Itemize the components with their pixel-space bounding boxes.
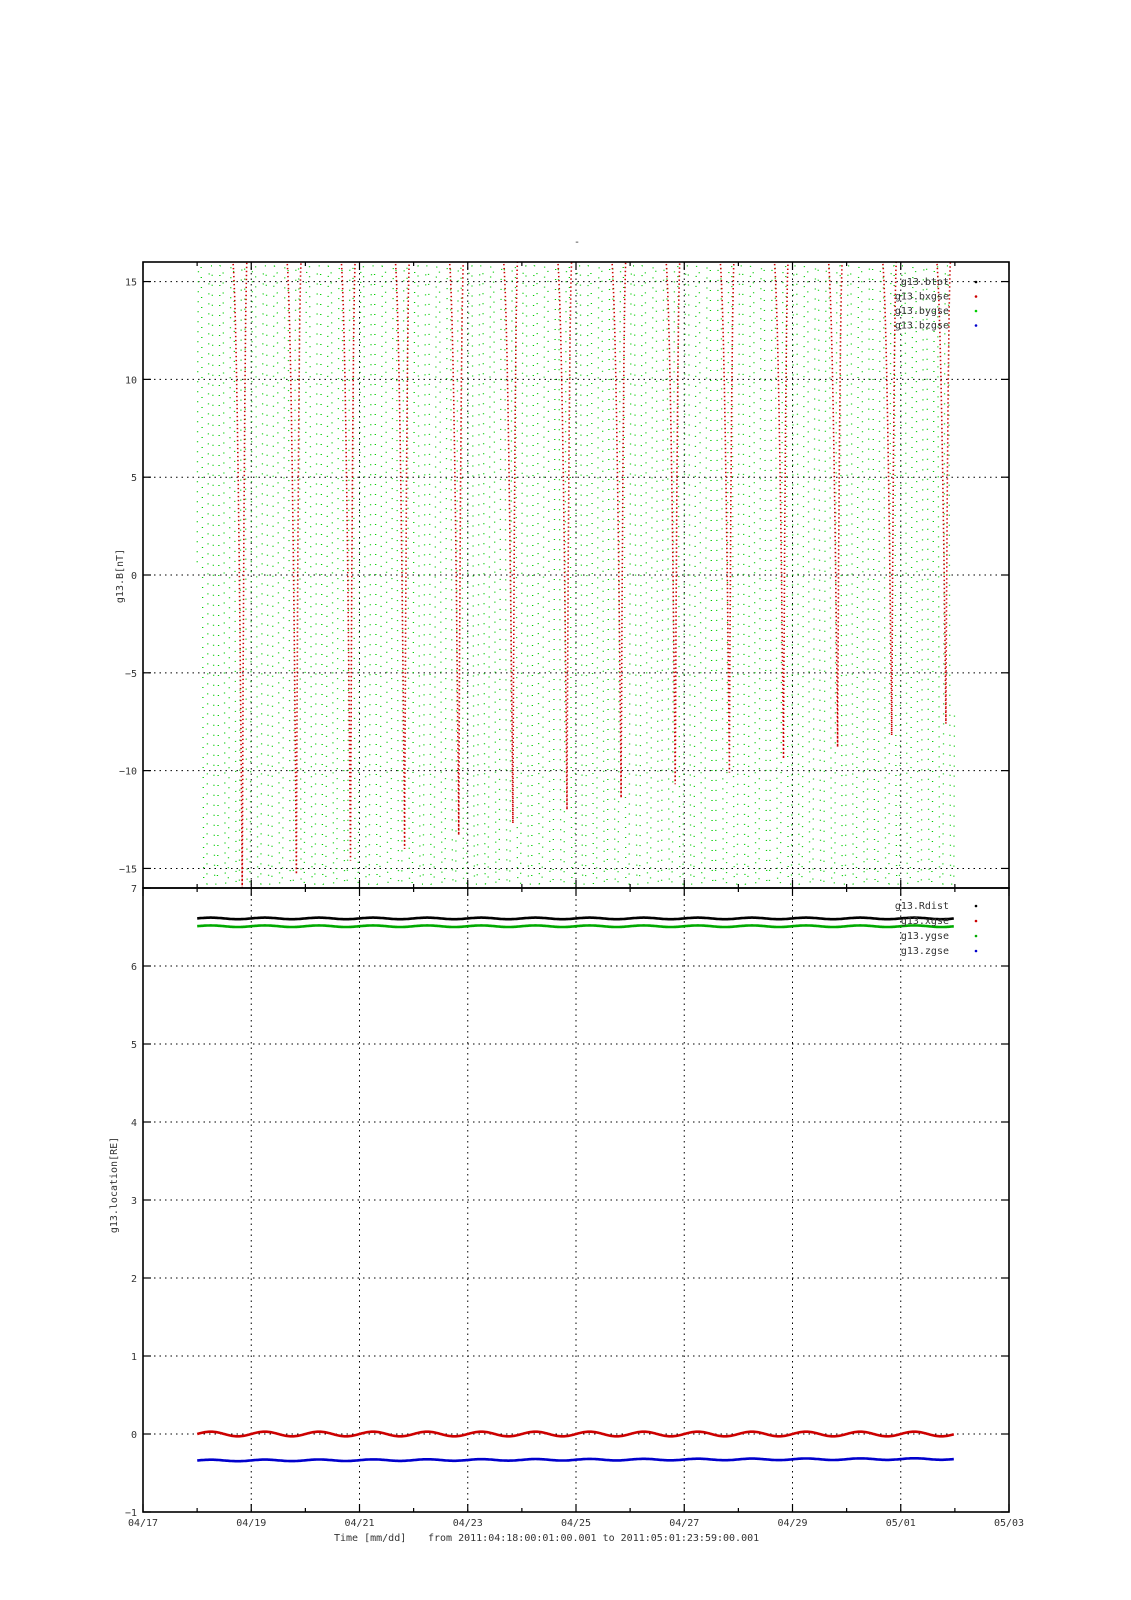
y-tick-label: 0	[130, 1430, 137, 1441]
legend-marker	[975, 920, 978, 923]
legend-marker	[975, 281, 978, 284]
x-tick-label: 04/17	[127, 1518, 159, 1529]
legend-label: g13.ygse	[900, 931, 949, 942]
x-tick-label: 04/29	[777, 1518, 808, 1529]
series-g13-Rdist	[197, 918, 954, 920]
legend-marker	[975, 950, 978, 953]
y-tick-label: 6	[130, 962, 137, 973]
y-tick-label: 10	[124, 375, 137, 387]
x-tick-label: 04/21	[344, 1518, 375, 1529]
legend-label: g13.xgse	[900, 916, 949, 927]
y-tick-label: 4	[130, 1118, 137, 1129]
y-tick-label: −1	[124, 1508, 137, 1519]
time-range-text: from 2011:04:18:00:01:00.001 to 2011:05:01:23:59:00.001	[428, 1533, 760, 1544]
y-tick-label: 1	[130, 1352, 137, 1363]
legend-label: g13.btot	[900, 277, 949, 288]
x-tick-label: 04/25	[560, 1518, 592, 1529]
legend-label: g13.zgse	[900, 946, 949, 957]
top-panel-grid	[143, 262, 1009, 888]
y-tick-label: 7	[130, 884, 137, 895]
y-tick-label: −5	[124, 668, 137, 680]
series-g13-zgse	[197, 1458, 954, 1461]
legend-label: g13.bygse	[894, 306, 949, 317]
y-tick-label: −15	[118, 864, 137, 876]
legend-label: g13.bzgse	[894, 320, 949, 332]
x-tick-label: 04/23	[452, 1518, 483, 1529]
series-bxgse-dip	[394, 252, 410, 849]
legend-marker	[975, 905, 978, 908]
y-tick-label: 3	[130, 1196, 137, 1207]
y-tick-label: 5	[130, 473, 137, 485]
bottom-panel-grid	[143, 888, 1009, 1512]
series-bxgse-dip	[286, 252, 302, 874]
y-tick-label: 5	[130, 1040, 137, 1051]
series-bxgse-dip	[556, 252, 572, 810]
bottom-y-axis-label: g13.location[RE]	[109, 1136, 120, 1234]
series-bxgse-dip	[231, 252, 247, 888]
series-g13-xgse	[197, 1432, 954, 1437]
series-bxgse-dip	[664, 252, 680, 784]
legend-marker	[975, 324, 978, 327]
series-bxgse-dip	[719, 252, 735, 772]
chart-title: -	[573, 237, 581, 248]
x-tick-label: 04/27	[669, 1518, 700, 1529]
series-bxgse-dip	[610, 252, 626, 798]
y-tick-label: 0	[130, 571, 137, 582]
x-tick-label: 05/03	[993, 1518, 1025, 1529]
legend-marker	[975, 310, 978, 313]
legend-label: g13.bxgse	[894, 291, 949, 303]
y-tick-label: −10	[118, 766, 137, 778]
top-y-axis-label: g13.B[nT]	[115, 548, 126, 604]
y-tick-label: 2	[130, 1274, 137, 1285]
series-bxgse-dip	[340, 252, 356, 860]
legend-marker	[975, 295, 978, 298]
legend-label: g13.Rdist	[894, 901, 949, 912]
x-tick-label: 04/19	[236, 1518, 267, 1529]
x-axis-label: Time [mm/dd]	[334, 1533, 407, 1544]
y-tick-label: 15	[124, 277, 137, 289]
x-tick-label: 05/01	[885, 1518, 916, 1529]
series-g13-ygse	[197, 925, 954, 927]
legend-marker	[975, 935, 978, 938]
